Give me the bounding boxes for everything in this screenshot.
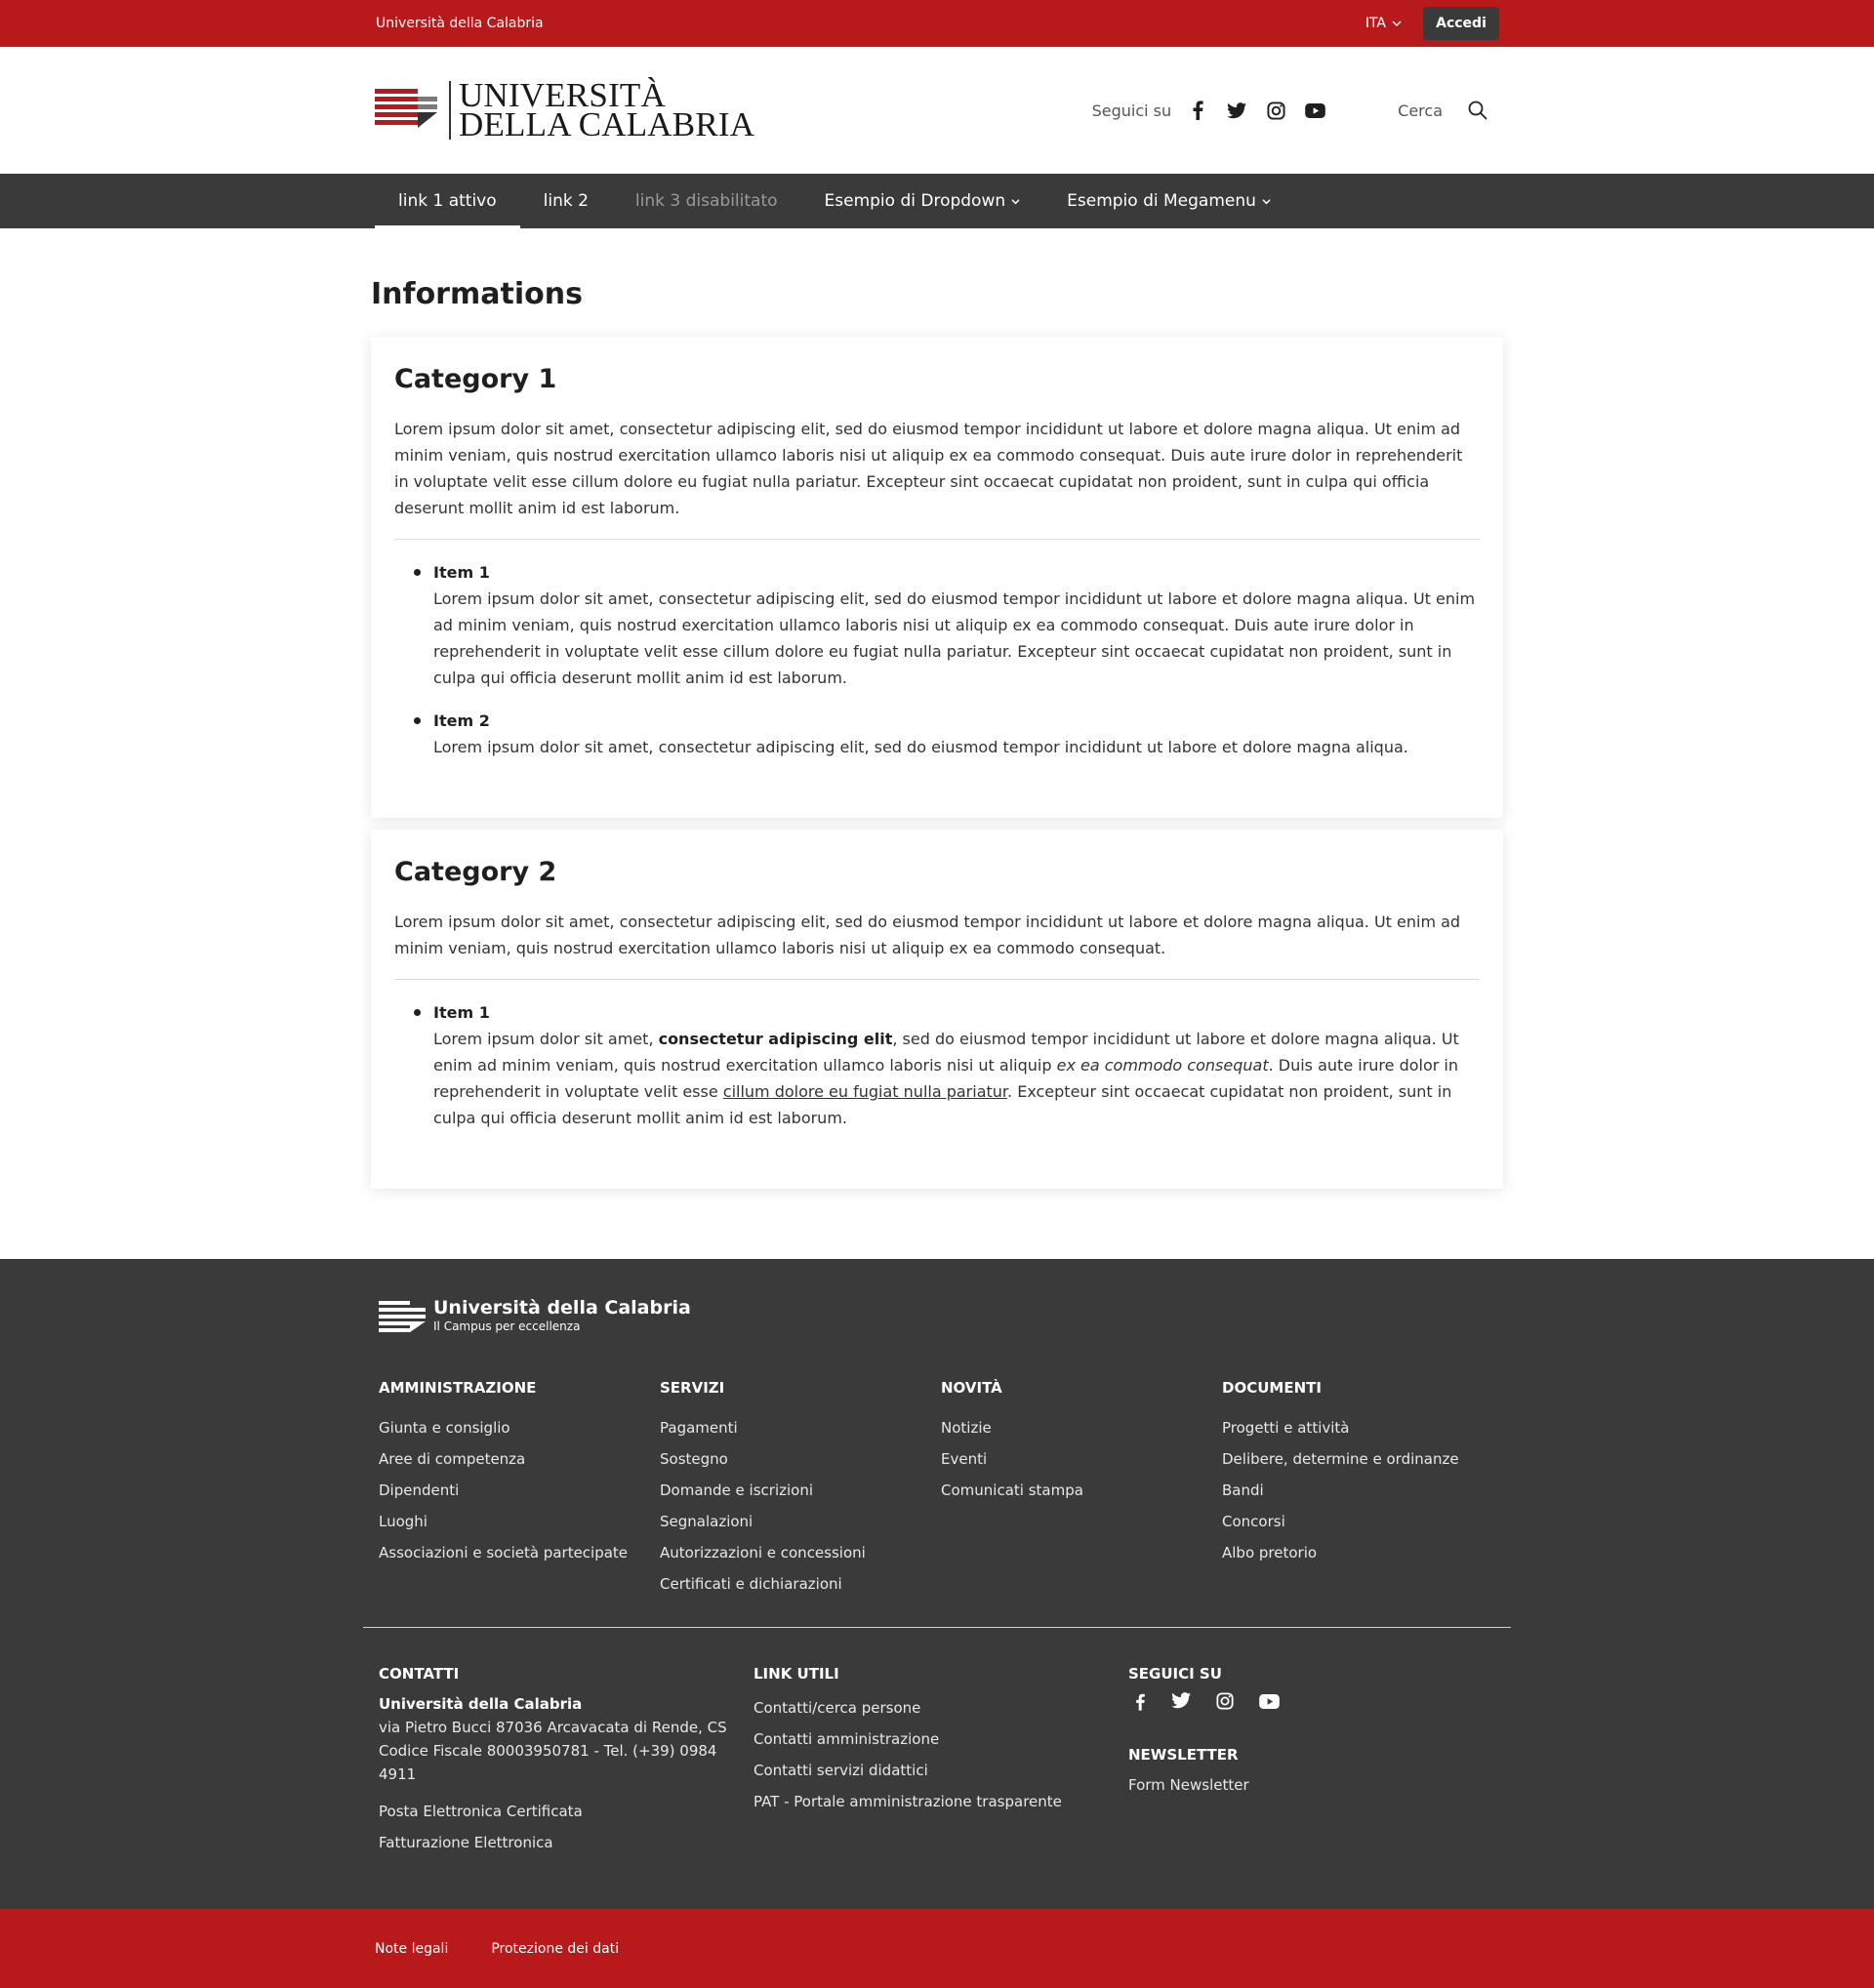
- footer-link[interactable]: Associazioni e società partecipate: [379, 1544, 629, 1562]
- twitter-icon[interactable]: [1171, 1692, 1191, 1719]
- search-icon: [1468, 101, 1487, 120]
- footer-link[interactable]: Eventi: [941, 1450, 988, 1468]
- contact-address: via Pietro Bucci 87036 Arcavacata di Rende, CS: [379, 1719, 727, 1736]
- legal-notes-link[interactable]: Note legali: [375, 1940, 449, 1957]
- footer-link[interactable]: Segnalazioni: [660, 1513, 754, 1530]
- footer-link[interactable]: Progetti e attività: [1222, 1419, 1350, 1437]
- footer-column-title: SEGUICI SU: [1128, 1665, 1222, 1683]
- social-follow: [1092, 98, 1328, 123]
- footer-column-title: NEWSLETTER: [1128, 1746, 1239, 1764]
- university-logo[interactable]: [375, 76, 755, 143]
- footer-column-title: DOCUMENTI: [1222, 1379, 1322, 1397]
- category-description: Lorem ipsum dolor sit amet, consectetur adipiscing elit, sed do eiusmod tempor incididunt ut labore et dolore magna aliqua. Ut enim ad minim veniam, quis nostrud exercitation ullamco laboris nisi ut aliquip ex ea commodo consequat. Duis aute irure dolor in reprehenderit in voluptate velit esse cillum dolore eu fugiat nulla pariatur. Excepteur sint occaecat cupidatat non proident, sunt in culpa qui officia deserunt mollit anim id est laborum.: [394, 416, 1480, 540]
- logo-mark-icon: [375, 89, 437, 132]
- footer-link[interactable]: Giunta e consiglio: [379, 1419, 510, 1437]
- main-content: [371, 228, 1503, 1259]
- footer-column-title: NOVITÀ: [941, 1379, 1002, 1397]
- footer-link-columns: [371, 1379, 1503, 1600]
- chevron-down-icon: [1011, 197, 1020, 206]
- footer-link[interactable]: Domande e iscrizioni: [660, 1481, 814, 1499]
- instagram-icon[interactable]: [1216, 1692, 1234, 1719]
- nav-link-1[interactable]: link 1 attivo: [375, 174, 520, 228]
- category-card: [371, 830, 1503, 1189]
- search-toggle[interactable]: [1398, 101, 1487, 120]
- footer-logo[interactable]: [379, 1298, 1503, 1334]
- footer-column-title: SERVIZI: [660, 1379, 725, 1397]
- bold-text: consectetur adipiscing elit: [658, 1030, 893, 1048]
- footer-column-servizi: [660, 1379, 941, 1600]
- facebook-icon[interactable]: [1134, 1692, 1146, 1719]
- footer-link[interactable]: PAT - Portale amministrazione trasparente: [754, 1793, 1062, 1810]
- footer-bottom-bar: [0, 1909, 1874, 1988]
- twitter-icon[interactable]: [1224, 98, 1249, 123]
- site-header: [0, 47, 1874, 174]
- footer-link[interactable]: Albo pretorio: [1222, 1544, 1318, 1562]
- category-title: Category 2: [394, 857, 557, 887]
- search-label: Cerca: [1398, 101, 1443, 120]
- language-selector[interactable]: [1365, 16, 1402, 31]
- footer-column-title: AMMINISTRAZIONE: [379, 1379, 537, 1397]
- list-item: [394, 559, 1480, 691]
- category-title: Category 1: [394, 364, 557, 394]
- footer-link[interactable]: Delibere, determine e ordinanze: [1222, 1450, 1459, 1468]
- logo-mark-icon: [379, 1301, 426, 1332]
- contact-name: Università della Calabria: [379, 1695, 583, 1713]
- language-label: ITA: [1365, 16, 1386, 31]
- footer-column-title: CONTATTI: [379, 1665, 460, 1683]
- footer-info-columns: [371, 1628, 1503, 1909]
- footer-link[interactable]: Bandi: [1222, 1481, 1264, 1499]
- main-nav: [0, 174, 1874, 228]
- page-title: Informations: [371, 277, 583, 311]
- login-button[interactable]: Accedi: [1423, 7, 1499, 40]
- footer-link[interactable]: Dipendenti: [379, 1481, 460, 1499]
- italic-text: ex ea commodo consequat: [1056, 1056, 1269, 1075]
- follow-label: Seguici su: [1091, 101, 1172, 120]
- footer-column-amministrazione: [379, 1379, 660, 1600]
- contact-fiscal: Codice Fiscale 80003950781 - Tel. (+39) 0984 4911: [379, 1742, 717, 1783]
- university-link[interactable]: Università della Calabria: [376, 16, 544, 31]
- nav-megamenu[interactable]: Esempio di Megamenu: [1043, 174, 1294, 228]
- footer-column-title: LINK UTILI: [754, 1665, 839, 1683]
- footer-link[interactable]: Luoghi: [379, 1513, 428, 1530]
- item-text: Lorem ipsum dolor sit amet, consectetur adipiscing elit, sed do eiusmod tempor incididunt ut labore et dolore magna aliqua. Ut enim ad minim veniam, quis nostrud exercitation ullamco laboris nisi ut aliquip ex ea commodo consequat. Duis aute irure dolor in reprehenderit in voluptate velit esse cillum dolore eu fugiat nulla pariatur. Excepteur sint occaecat cupidatat non proident, sunt in culpa qui officia deserunt mollit anim id est laborum.: [433, 589, 1476, 687]
- footer-link[interactable]: Notizie: [941, 1419, 992, 1437]
- nav-link-3-disabled: link 3 disabilitato: [634, 191, 778, 211]
- footer-brand-title: Università della Calabria: [433, 1297, 691, 1319]
- footer-useful-links: [754, 1665, 1128, 1858]
- footer-link[interactable]: Contatti servizi didattici: [754, 1762, 928, 1779]
- nav-link-2[interactable]: link 2: [543, 191, 589, 211]
- footer-follow: [1128, 1665, 1503, 1858]
- nav-dropdown[interactable]: Esempio di Dropdown: [801, 174, 1044, 228]
- footer-link[interactable]: Concorsi: [1222, 1513, 1285, 1530]
- footer-link[interactable]: Certificati e dichiarazioni: [660, 1575, 842, 1593]
- footer-link[interactable]: Fatturazione Elettronica: [379, 1834, 553, 1851]
- underlined-text: cillum dolore eu fugiat nulla pariatur: [722, 1082, 1008, 1101]
- footer-link[interactable]: Pagamenti: [660, 1419, 738, 1437]
- footer-link[interactable]: Contatti amministrazione: [754, 1730, 940, 1748]
- footer-contacts: [379, 1665, 754, 1858]
- item-label: Item 1: [433, 1003, 490, 1022]
- footer-column-novita: [941, 1379, 1222, 1600]
- logo-wordmark: UNIVERSITÀ DELLA CALABRIA: [449, 81, 754, 140]
- youtube-icon[interactable]: [1259, 1692, 1280, 1719]
- list-item: [394, 708, 1480, 760]
- item-text: Lorem ipsum dolor sit amet, consectetur adipiscing elit, sed do eiusmod tempor incididunt ut labore et dolore magna aliqua.: [433, 738, 1408, 756]
- youtube-icon[interactable]: [1302, 98, 1327, 123]
- footer-link[interactable]: Autorizzazioni e concessioni: [660, 1544, 866, 1562]
- chevron-down-icon: [1392, 19, 1402, 28]
- footer-link[interactable]: Contatti/cerca persone: [754, 1699, 921, 1717]
- item-label: Item 2: [433, 711, 490, 730]
- site-footer: [0, 1259, 1874, 1988]
- top-bar: [0, 0, 1874, 47]
- instagram-icon[interactable]: [1263, 98, 1288, 123]
- item-text: Lorem ipsum dolor sit amet, consectetur adipiscing elit, sed do eiusmod tempor incididunt ut labore et dolore magna aliqua. Ut enim ad minim veniam, quis nostrud exercitation ullamco laboris nisi ut aliquip ex ea commodo consequat. Duis aute irure dolor in reprehenderit in voluptate velit esse cillum dolore eu fugiat nulla pariatur. Excepteur sint occaecat cupidatat non proident, sunt in culpa qui officia deserunt mollit anim id est laborum.: [433, 1030, 1459, 1127]
- footer-link[interactable]: Posta Elettronica Certificata: [379, 1803, 583, 1820]
- footer-link[interactable]: Aree di competenza: [379, 1450, 526, 1468]
- category-card: [371, 337, 1503, 818]
- footer-brand-subtitle: Il Campus per eccellenza: [433, 1319, 581, 1333]
- privacy-link[interactable]: Protezione dei dati: [491, 1940, 620, 1957]
- footer-link[interactable]: Sostegno: [660, 1450, 728, 1468]
- facebook-icon[interactable]: [1185, 98, 1210, 123]
- chevron-down-icon: [1262, 197, 1271, 206]
- footer-column-documenti: [1222, 1379, 1503, 1600]
- newsletter-link[interactable]: Form Newsletter: [1128, 1776, 1249, 1794]
- item-label: Item 1: [433, 563, 490, 582]
- list-item: [394, 999, 1480, 1131]
- footer-link[interactable]: Comunicati stampa: [941, 1481, 1083, 1499]
- category-description: Lorem ipsum dolor sit amet, consectetur adipiscing elit, sed do eiusmod tempor incididunt ut labore et dolore magna aliqua. Ut enim ad minim veniam, quis nostrud exercitation ullamco laboris nisi ut aliquip ex ea commodo consequat.: [394, 909, 1480, 980]
